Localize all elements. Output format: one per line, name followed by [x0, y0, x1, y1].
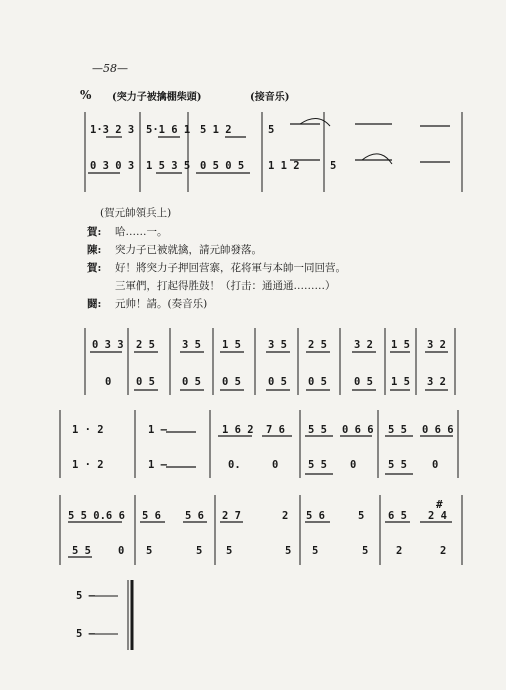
s2-lower-m7: 0 5	[354, 376, 373, 388]
s3-lower-m3: 0.	[228, 459, 241, 471]
s4-lower-m7: 5	[312, 545, 319, 557]
dialog-line-4: 三軍們，打起得胜鼓！（打击：通通通………）	[115, 280, 336, 292]
s4-upper-m2: 5 6	[142, 510, 161, 522]
s1-upper-m3: 5 1 2	[200, 124, 232, 136]
s3-upper-m6: 0 6 6	[342, 424, 374, 436]
s1-upper-m2: 5·1 6 1	[146, 124, 191, 136]
s3-upper-m2: 1 —	[148, 424, 167, 436]
s2-lower-m2: 0 5	[136, 376, 155, 388]
s1-lower-m1: 0 3 0 3	[90, 160, 135, 172]
stage-direction: (賀元帥領兵上)	[100, 207, 172, 219]
s3-upper-m7: 5 5	[388, 424, 407, 436]
dialog-line-2: 突力子已被就擒，請元帥發落。	[115, 244, 262, 256]
dialog-line-1: 哈……一。	[115, 226, 168, 238]
s2-upper-m7: 3 2	[354, 339, 373, 351]
s2-lower-m8: 1 5	[391, 376, 410, 388]
s3-upper-m4: 7 6	[266, 424, 285, 436]
s4-lower-m1: 5 5	[72, 545, 91, 557]
dialog-line-3: 好！將突力子押回营寨，花将軍与本帥一同回营。	[115, 262, 346, 274]
s1-upper-m1: 1·3 2 3	[90, 124, 135, 136]
s4-upper-m9: 2 4	[428, 510, 447, 522]
s3-lower-m7: 5 5	[388, 459, 407, 471]
sharp-sign: #	[436, 498, 443, 511]
s2-lower-m4: 0 5	[222, 376, 241, 388]
s4-lower-m2: 0	[118, 545, 125, 557]
s2-upper-m4: 1 5	[222, 339, 241, 351]
music-cue: (接音乐)	[250, 92, 290, 103]
s2-lower-m6: 0 5	[308, 376, 327, 388]
s1-upper-m4: 5	[268, 124, 275, 136]
s2-upper-m6: 2 5	[308, 339, 327, 351]
s4-lower-m8: 5	[362, 545, 369, 557]
dialog-speaker-1: 賀:	[87, 226, 102, 238]
s3-upper-m8: 0 6 6	[422, 424, 454, 436]
s5-lower-m1: 5 —	[76, 628, 95, 640]
dialog-speaker-3: 賀:	[87, 262, 102, 274]
s2-upper-m2: 2 5	[136, 339, 155, 351]
s4-upper-m3: 5 6	[185, 510, 204, 522]
s2-upper-m3: 3 5	[182, 339, 201, 351]
dialog-line-5: 元帅！請。(奏音乐)	[115, 298, 208, 310]
dialog-speaker-5: 闘:	[87, 298, 102, 310]
s4-upper-m4: 2 7	[222, 510, 241, 522]
dialog-speaker-2: 陳:	[87, 244, 102, 256]
s1-lower-m4: 1 1 2	[268, 160, 300, 172]
s4-lower-m3: 5	[146, 545, 153, 557]
s4-lower-m9: 2	[396, 545, 403, 557]
s3-lower-m4: 0	[272, 459, 279, 471]
s3-upper-m5: 5 5	[308, 424, 327, 436]
s4-upper-m6: 5 6	[306, 510, 325, 522]
s4-lower-m10: 2	[440, 545, 447, 557]
s1-lower-m3: 0 5 0 5	[200, 160, 245, 172]
s2-upper-m5: 3 5	[268, 339, 287, 351]
s4-upper-m8: 6 5	[388, 510, 407, 522]
s4-lower-m6: 5	[285, 545, 292, 557]
page-number: —58—	[92, 62, 128, 75]
s3-lower-m5: 5 5	[308, 459, 327, 471]
s4-upper-m5: 2	[282, 510, 289, 522]
s2-upper-m1: 0 3 3	[92, 339, 124, 351]
s4-lower-m4: 5	[196, 545, 203, 557]
s3-upper-m1: 1 · 2	[72, 424, 104, 436]
s2-lower-m1: 0	[105, 376, 112, 388]
s2-lower-m9: 3 2	[427, 376, 446, 388]
s1-lower-m2: 1 5 3 5	[146, 160, 191, 172]
s5-upper-m1: 5 —	[76, 590, 95, 602]
s3-lower-m2: 1 —	[148, 459, 167, 471]
s4-upper-m7: 5	[358, 510, 365, 522]
s4-upper-m1: 5 5 0.6 6	[68, 510, 125, 522]
s3-lower-m6: 0	[350, 459, 357, 471]
s3-lower-m8: 0	[432, 459, 439, 471]
s2-upper-m8: 1 5	[391, 339, 410, 351]
segno-symbol: %	[80, 88, 92, 102]
s3-lower-m1: 1 · 2	[72, 459, 104, 471]
s3-upper-m3: 1 6 2	[222, 424, 254, 436]
s2-upper-m9: 3 2	[427, 339, 446, 351]
s2-lower-m3: 0 5	[182, 376, 201, 388]
section-title: (突力子被擒棚柴頭)	[112, 92, 202, 103]
s1-lower-m5: 5	[330, 160, 337, 172]
s4-lower-m5: 5	[226, 545, 233, 557]
s2-lower-m5: 0 5	[268, 376, 287, 388]
